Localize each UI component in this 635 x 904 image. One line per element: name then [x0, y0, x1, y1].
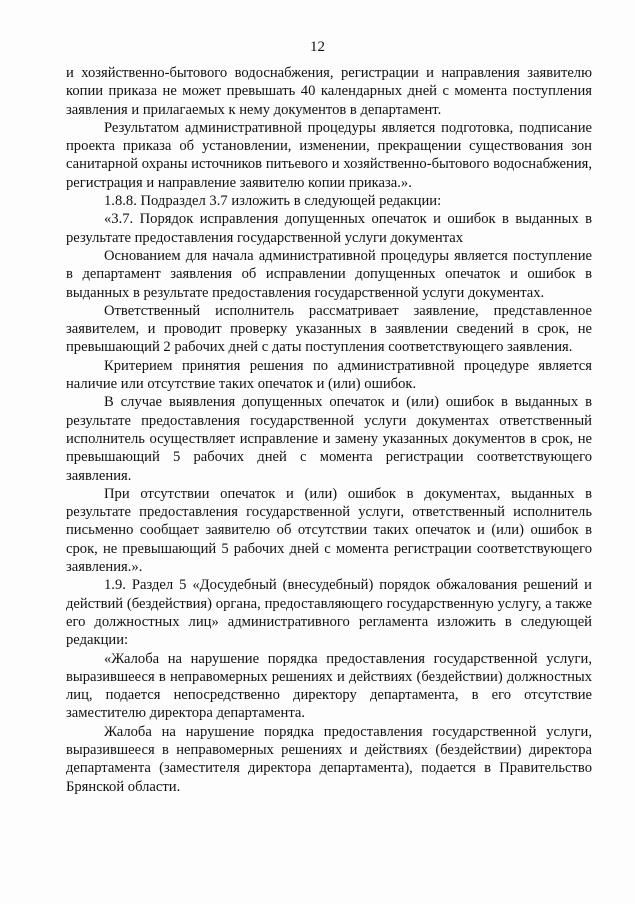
paragraph-complaint-government: Жалоба на нарушение порядка предоставления государственной услуги, выразившееся в неправомерных решениях и действиях (бездействии) директора департамента (заместителя директора департамента), подается в Правительство Брянской области. [66, 723, 592, 795]
paragraph-subsection-3-7-heading: «3.7. Порядок исправления допущенных опечаток и ошибок в выданных в результате предоставления государственной услуги документах [66, 211, 592, 246]
document-body [66, 64, 592, 796]
paragraph-no-errors: При отсутствии опечаток и (или) ошибок в документах, выданных в результате предоставления государственной услуги, ответственный исполнитель письменно сообщает заявителю об отсутствии таких опечаток и (или) ошибок в срок, не превышающий 5 рабочих дней с момента регистрации соответствующего заявления.». [66, 485, 592, 576]
paragraph-correction: В случае выявления допущенных опечаток и (или) ошибок в выданных в результате предоставления государственной услуги документах ответственный исполнитель осуществляет исправление и замену указанных документов в срок, не превышающий 5 рабочих дней с момента регистрации соответствующего заявления. [66, 394, 592, 484]
paragraph-result: Результатом административной процедуры является подготовка, подписание проекта приказа об установлении, изменении, прекращении существования зон санитарной охраны источников питьевого и хозяйственно-бытового водоснабжения, регистрация и направление заявителю копии приказа.». [66, 119, 592, 191]
page-number: 12 [310, 39, 325, 55]
paragraph-review: Ответственный исполнитель рассматривает заявление, представленное заявителем, и проводит проверку указанных в заявлении сведений в срок, не превышающий 2 рабочих дней с даты поступления соответствующего заявления. [66, 302, 592, 356]
paragraph-criterion: Критерием принятия решения по административной процедуре является наличие или отсутствие таких опечаток и (или) ошибок. [66, 357, 592, 393]
paragraph-continuation: и хозяйственно-бытового водоснабжения, регистрации и направления заявителю копии приказа не может превышать 40 календарных дней с момента поступления заявления и прилагаемых к нему документов в департамент. [66, 65, 592, 118]
paragraph-item-1-8-8: 1.8.8. Подраздел 3.7 изложить в следующей редакции: [104, 193, 442, 210]
paragraph-complaint-director: «Жалоба на нарушение порядка предоставления государственной услуги, выразившееся в неправомерных решениях и действиях (бездействии) должностных лиц, подается непосредственно директору департамента, в его отсутствие заместителю директора департамента. [66, 650, 592, 722]
paragraph-item-1-9: 1.9. Раздел 5 «Досудебный (внесудебный) порядок обжалования решений и действий (бездействия) органа, предоставляющего государственную услугу, а также его должностных лиц» административного регламента изложить в следующей редакции: [66, 577, 592, 649]
paragraph-grounds: Основанием для начала административной процедуры является поступление в департамент заявления об исправлении допущенных опечаток и ошибок в выданных в результате предоставления государственной услуги документах. [66, 247, 592, 301]
